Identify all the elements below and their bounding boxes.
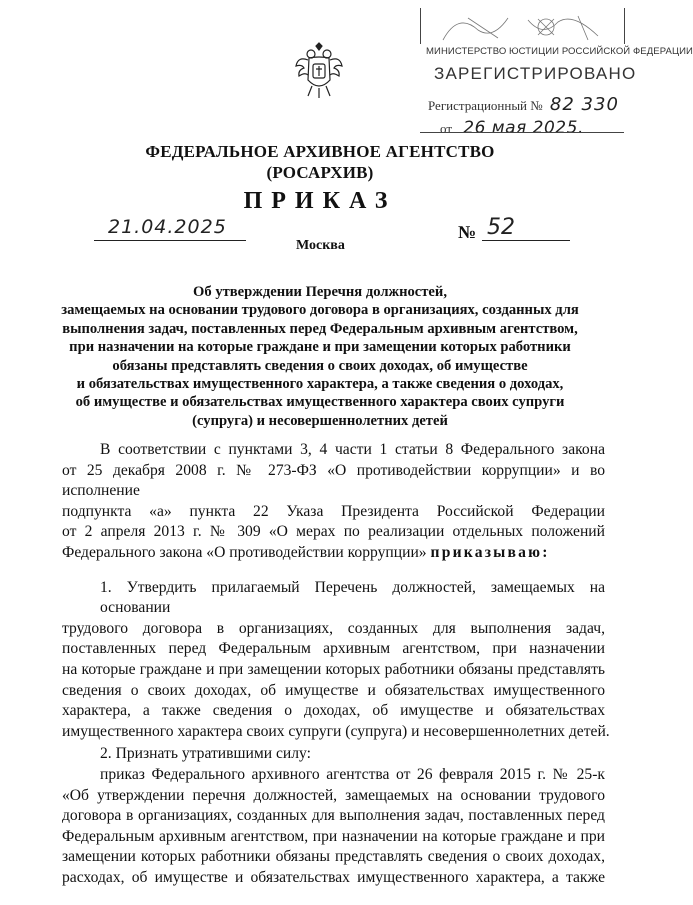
agency-abbreviation: (РОСАРХИВ) [266, 163, 374, 182]
stamp-ministry: МИНИСТЕРСТВО ЮСТИЦИИ РОССИЙСКОЙ ФЕДЕРАЦИИ [426, 46, 693, 57]
stamp-bracket-left [420, 8, 423, 44]
item1-line: сведения о своих доходах, об имуществе и обязательствах имущественного [62, 681, 605, 699]
order-word: приказываю: [430, 543, 550, 561]
item2-line: договора в организациях, созданных для выполнения задач, поставленных перед [62, 807, 605, 825]
subject-line: и обязательствах имущественного характера, а также сведения о доходах, [76, 376, 564, 393]
stamp-reg-label: Регистрационный № [428, 98, 543, 113]
item1-line: поставленных перед Федеральным архивным агентством, при назначении [62, 640, 605, 658]
order-date: 21.04.2025 [108, 216, 227, 238]
stamp-bracket-right [622, 8, 625, 44]
item1-line: имущественного характера своих супруги (супруга) и несовершеннолетних детей. [62, 722, 610, 740]
preamble-last-line [62, 543, 605, 564]
document-title: ПРИКАЗ [243, 188, 397, 214]
stamp-emblem-art [438, 10, 603, 44]
item2-line: «Об утверждении перечня должностей, замещаемых на основании трудового [62, 786, 605, 804]
item1-line: 1. Утвердить прилагаемый Перечень должностей, замещаемых на основании [100, 578, 605, 617]
preamble-line: подпункта «а» пункта 22 Указа Президента Российской Федерации [62, 502, 605, 520]
subject-line: замещаемых на основании трудового договора в организациях, созданных для [61, 302, 579, 319]
item2-line: расходах, об имуществе и обязательствах имущественного характера, а также [62, 868, 605, 886]
preamble-line: Федерального закона «О противодействии коррупции» [62, 543, 427, 561]
order-number: 52 [487, 215, 515, 240]
city: Москва [296, 238, 345, 253]
order-body [62, 440, 610, 888]
spacer [62, 564, 605, 578]
item2-line: замещении которых работники обязаны представлять сведения о своих доходах, [62, 848, 605, 866]
item1-line: трудового договора в организациях, созданных для выполнения задач, [62, 619, 605, 637]
number-underline [482, 240, 570, 241]
preamble-line: от 25 декабря 2008 г. № 273-ФЗ «О противодействии коррупции» и во исполнение [62, 461, 605, 500]
stamp-registered: ЗАРЕГИСТРИРОВАНО [434, 64, 637, 83]
item1-line: характера, а также сведения о доходах, об имуществе и обязательствах [62, 702, 605, 720]
stamp-date-prefix: от [440, 121, 453, 136]
subject-line: выполнения задач, поставленных перед Федеральным архивным агентством, [62, 320, 578, 337]
subject-line: (супруга) и несовершеннолетних детей [192, 412, 448, 429]
subject-line: об имуществе и обязательствах имущественного характера своих супруги [75, 394, 565, 411]
preamble-line: В соответствии с пунктами 3, 4 части 1 статьи 8 Федерального закона [100, 441, 605, 458]
stamp-reg-date: 26 мая 2025. [463, 118, 584, 138]
item2-heading: 2. Признать утратившими силу: [100, 745, 311, 763]
registration-stamp [420, 6, 693, 138]
subject-line: Об утверждении Перечня должностей, [193, 284, 447, 300]
agency-name: ФЕДЕРАЛЬНОЕ АРХИВНОЕ АГЕНТСТВО [145, 142, 495, 161]
item2-line: приказ Федерального архивного агентства от 26 февраля 2015 г. № 25-к [100, 765, 605, 783]
item2-line: Федеральным архивным агентством, при назначении на которые граждане и при [62, 827, 605, 845]
order-subject [60, 283, 580, 430]
item1-line: на которые граждане и при замещении которых работники обязаны представлять [62, 660, 605, 678]
preamble-line: от 2 апреля 2013 г. № 309 «О мерах по реализации отдельных положений [62, 523, 605, 541]
coat-of-arms-emblem [294, 42, 344, 100]
subject-line: при назначении на которые граждане и при замещении которых работники [69, 339, 571, 356]
stamp-reg-number: 82 330 [549, 94, 619, 115]
stamp-bracket-bottom [420, 132, 624, 133]
number-sign: № [458, 222, 477, 242]
stamp-registration-line [428, 94, 619, 115]
date-underline [94, 240, 246, 241]
stamp-date-line [440, 118, 584, 138]
subject-line: обязаны представлять сведения о своих доходах, об имуществе [112, 357, 528, 374]
